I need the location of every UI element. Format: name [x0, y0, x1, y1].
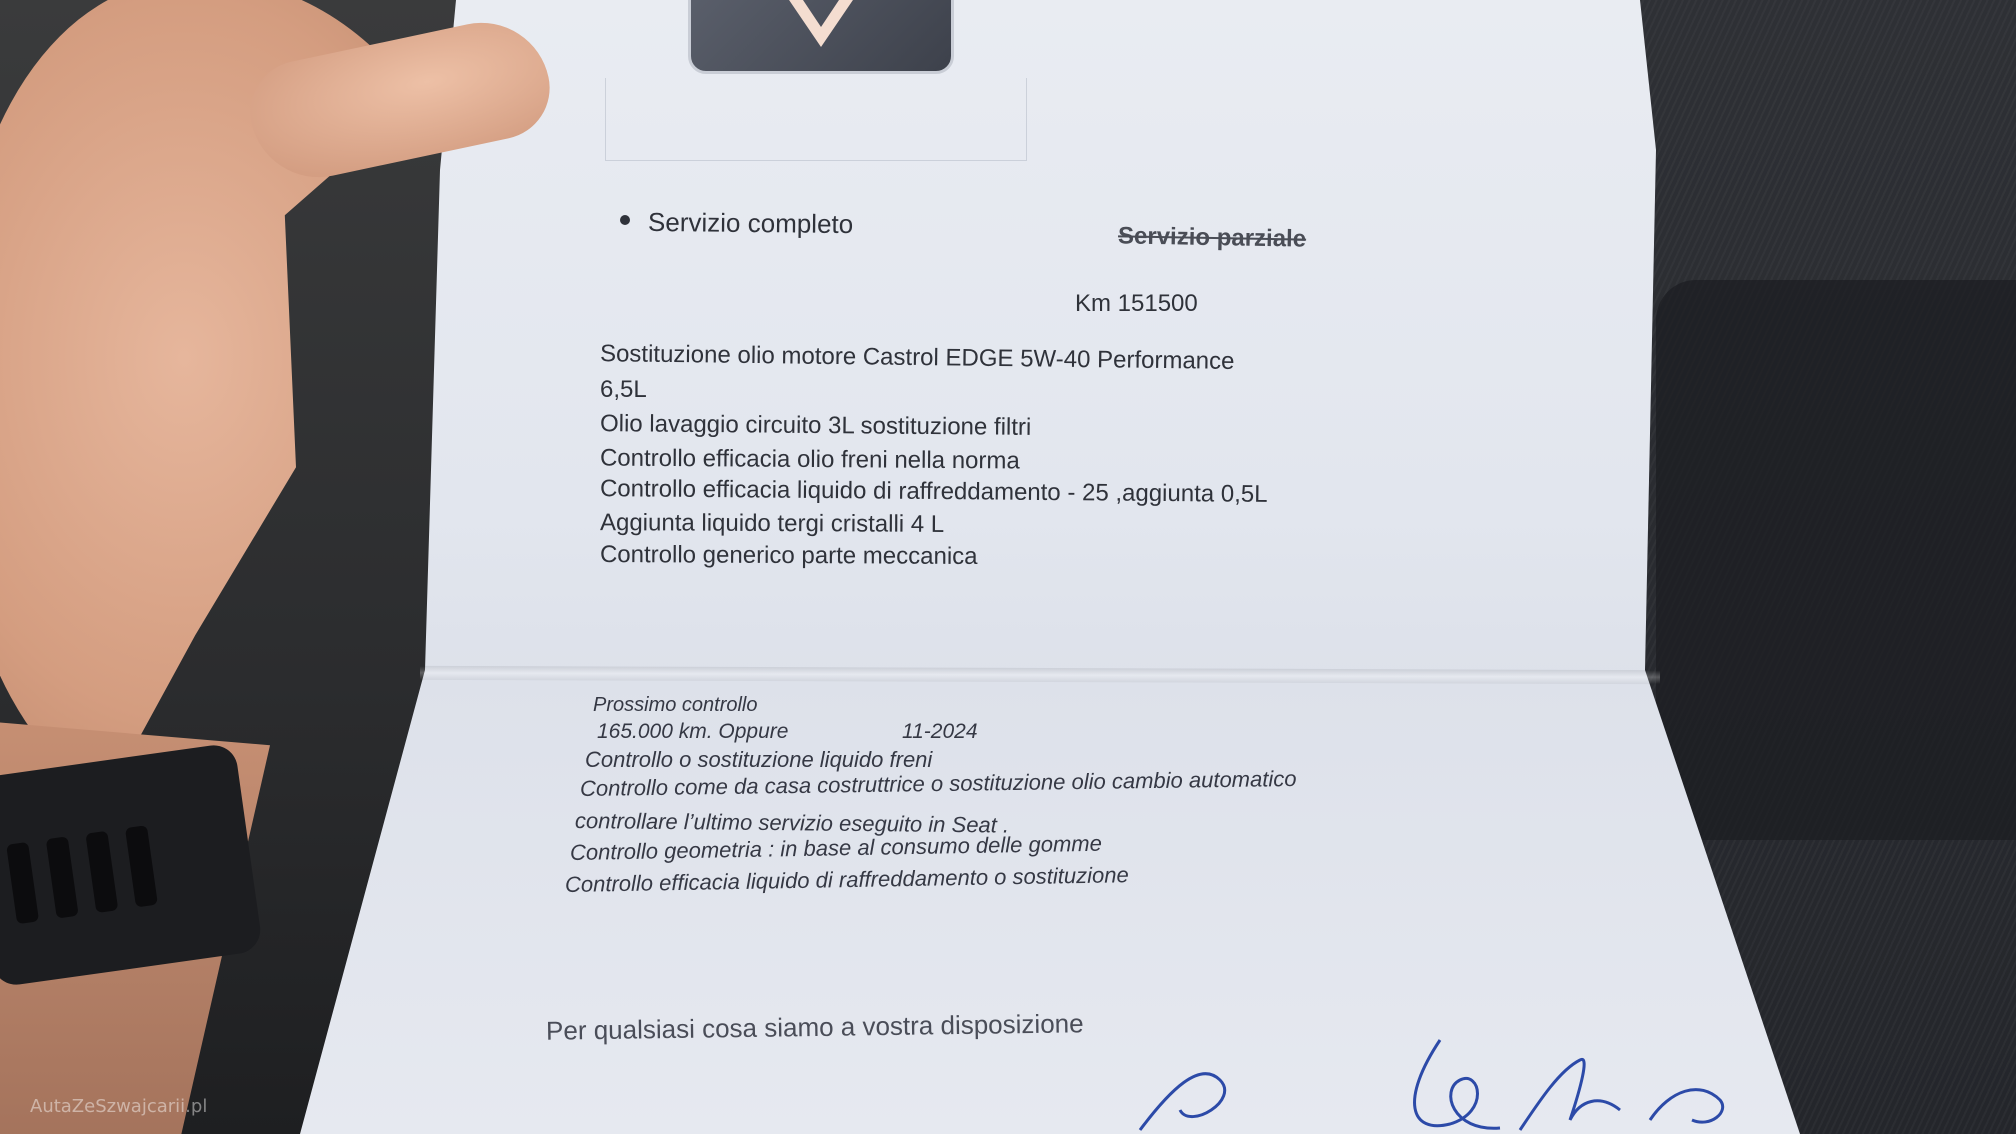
closing-line: Per qualsiasi cosa siamo a vostra disposizione — [545, 1008, 1084, 1046]
next-check-line: Controllo geometria : in base al consumo delle gomme — [569, 830, 1103, 865]
band-slot — [6, 842, 39, 924]
work-line: 6,5L — [600, 376, 647, 403]
km-reading: Km 151500 — [1075, 290, 1198, 317]
work-line: Controllo efficacia liquido di raffreddamento - 25 ,aggiunta 0,5L — [599, 475, 1268, 508]
bullet-icon — [620, 215, 630, 225]
service-full-label: Servizio completo — [647, 206, 854, 240]
next-check-km: 165.000 km. Oppure — [597, 720, 789, 743]
handwritten-signature — [1080, 1020, 1780, 1134]
work-line: Controllo generico parte meccanica — [599, 541, 978, 570]
next-check-line: Controllo come da casa costruttrice o sostituzione olio cambio automatico — [579, 765, 1297, 801]
work-line: Aggiunta liquido tergi cristalli 4 L — [599, 509, 945, 538]
next-check-line: Controllo o sostituzione liquido freni — [585, 747, 933, 772]
service-partial-label: Servizio parziale — [1117, 222, 1307, 253]
next-check-date: 11-2024 — [902, 720, 978, 743]
watch-band — [0, 742, 263, 988]
work-line: Sostituzione olio motore Castrol EDGE 5W-40 Performance — [599, 340, 1235, 375]
watermark: AutaZeSzwajcarii.pl — [30, 1096, 208, 1117]
work-line: Controllo efficacia olio freni nella norma — [599, 444, 1020, 475]
band-slot — [85, 831, 118, 913]
next-check-line: controllare l’ultimo servizio eseguito in Seat . — [574, 808, 1010, 838]
next-check-heading: Prossimo controllo — [593, 694, 758, 716]
next-check-line: Controllo efficacia liquido di raffreddamento o sostituzione — [564, 862, 1129, 897]
work-line: Olio lavaggio circuito 3L sostituzione filtri — [599, 410, 1032, 441]
band-slot — [46, 836, 79, 918]
band-slot — [125, 825, 158, 907]
